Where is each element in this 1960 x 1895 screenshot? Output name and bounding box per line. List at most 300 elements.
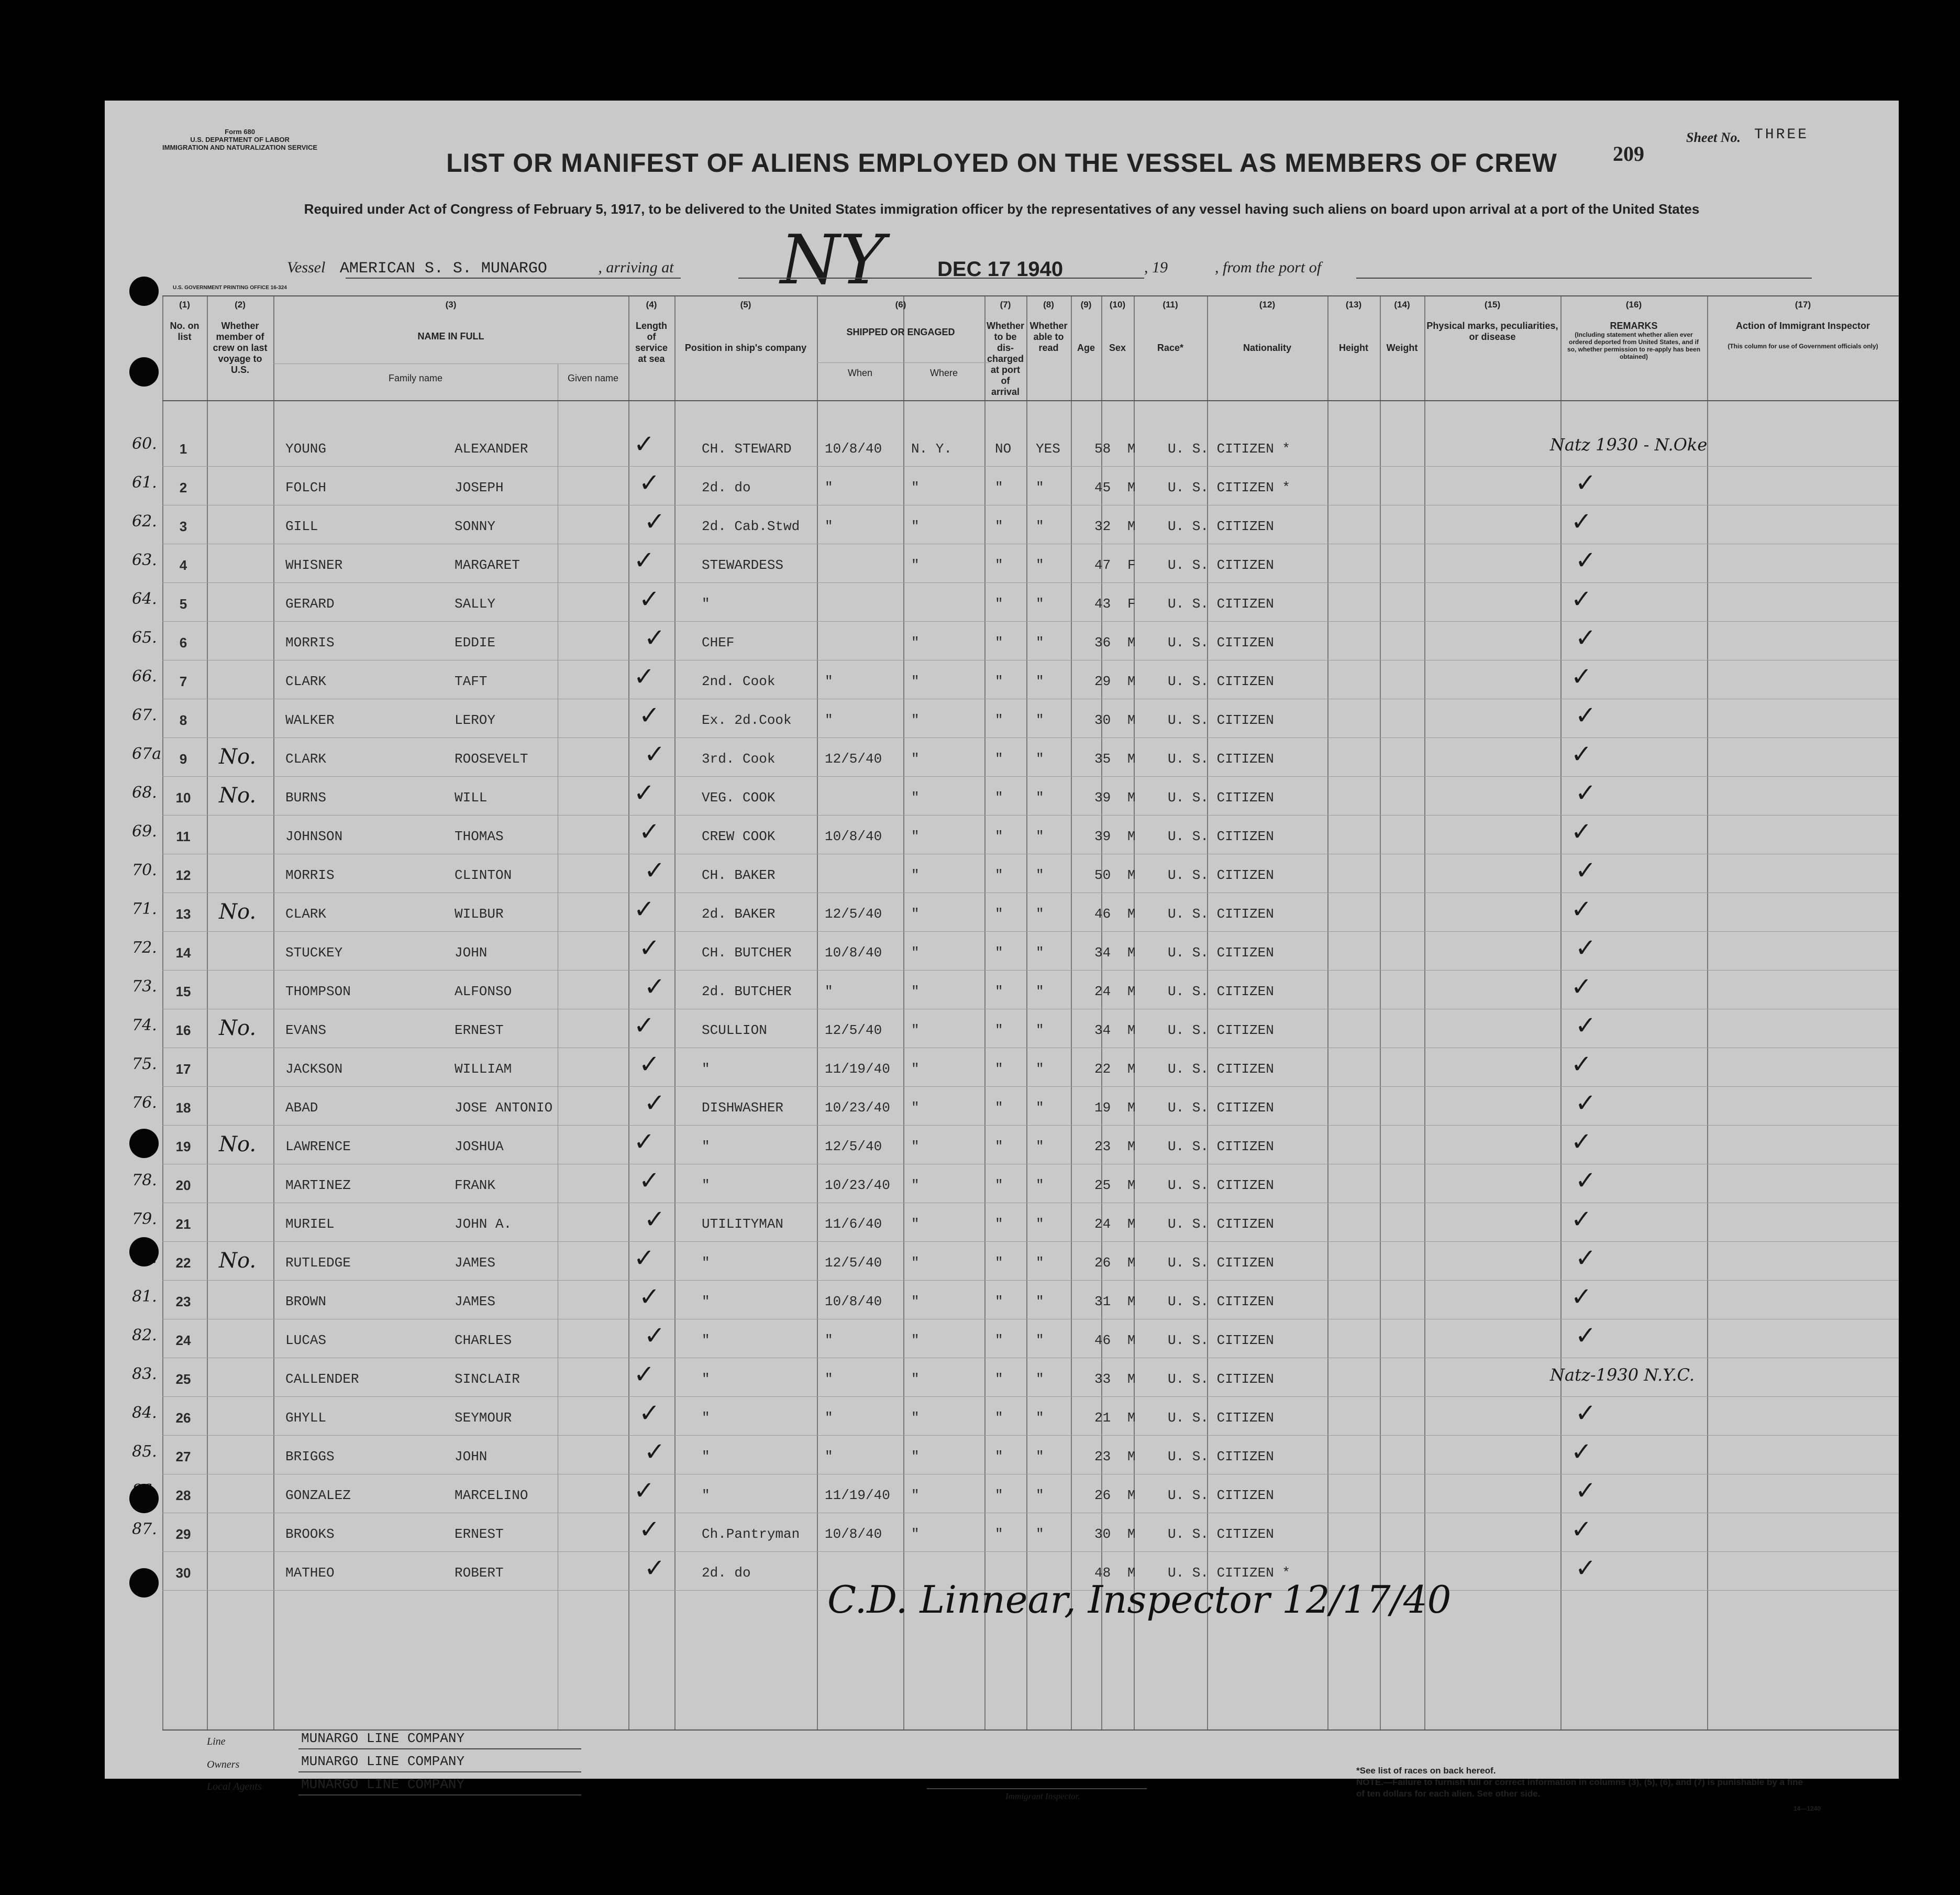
column-divider <box>817 295 818 1729</box>
service-check: ✓ <box>634 662 655 691</box>
sex: M <box>1127 1216 1136 1232</box>
sex: M <box>1127 829 1136 844</box>
remarks-check: ✓ <box>1575 933 1597 963</box>
nationality: U. S. CITIZEN <box>1168 1216 1274 1232</box>
able-to-read: " <box>1036 712 1044 728</box>
row-margin-number: 76. <box>132 1094 157 1112</box>
position: " <box>702 1061 710 1077</box>
able-to-read: " <box>1036 480 1044 495</box>
remarks-check: ✓ <box>1571 817 1592 846</box>
given-name: JOSHUA <box>455 1139 504 1154</box>
vessel-underline <box>346 278 681 279</box>
remarks-check: ✓ <box>1575 856 1597 885</box>
row-number: 13 <box>175 906 191 922</box>
discharged-value: " <box>995 945 1003 961</box>
given-name: CHARLES <box>455 1332 512 1348</box>
shipped-when: 11/6/40 <box>825 1216 882 1232</box>
position: SCULLION <box>702 1022 767 1038</box>
row-margin-number: 81. <box>132 1287 157 1306</box>
remarks-check: ✓ <box>1575 701 1597 730</box>
given-name: ALFONSO <box>455 984 512 999</box>
able-to-read: " <box>1036 1100 1044 1116</box>
position: DISHWASHER <box>702 1100 784 1116</box>
discharged-value: " <box>995 1216 1003 1232</box>
sex: M <box>1127 1410 1136 1426</box>
line-label: Line <box>207 1736 226 1747</box>
remarks-check: ✓ <box>1575 1166 1597 1195</box>
row-margin-number: 66. <box>132 667 157 686</box>
discharged-value: " <box>995 596 1003 612</box>
column-header: Whether to be dis-charged at port of arrival <box>987 321 1024 397</box>
able-to-read: " <box>1036 1294 1044 1309</box>
last-voyage-value: No. <box>219 1249 257 1273</box>
page-number: 209 <box>1613 142 1644 166</box>
family-name: WALKER <box>285 712 335 728</box>
shipped-where: " <box>911 557 920 573</box>
position: " <box>702 1294 710 1309</box>
given-name: ERNEST <box>455 1022 504 1038</box>
shipped-where: " <box>911 480 920 495</box>
service-check: ✓ <box>639 468 660 498</box>
shipped-when: 12/5/40 <box>825 751 882 767</box>
service-check: ✓ <box>639 1282 660 1312</box>
row-number: 25 <box>175 1371 191 1387</box>
discharged-value: " <box>995 829 1003 844</box>
service-check: ✓ <box>634 1360 655 1389</box>
column-divider <box>1707 295 1708 1729</box>
age: 30 <box>1094 712 1111 728</box>
given-name: JAMES <box>455 1255 496 1271</box>
able-to-read: " <box>1036 1139 1044 1154</box>
column-number: (6) <box>895 300 906 310</box>
family-name: FOLCH <box>285 480 327 495</box>
position: " <box>702 1332 710 1348</box>
discharged-value: " <box>995 984 1003 999</box>
row-margin-number: 63. <box>132 551 157 569</box>
age: 30 <box>1094 1526 1111 1542</box>
column-number: (17) <box>1795 300 1811 310</box>
row-margin-number: 83. <box>132 1365 157 1383</box>
remarks-check: ✓ <box>1571 972 1592 1001</box>
family-name: GONZALEZ <box>285 1488 351 1503</box>
sex: M <box>1127 790 1136 806</box>
age: 58 <box>1094 441 1111 457</box>
shipped-split-rule <box>817 362 990 363</box>
column-subheader: Where <box>929 368 958 378</box>
sex: F <box>1127 596 1136 612</box>
given-name: JOHN A. <box>455 1216 512 1232</box>
row-number: 23 <box>175 1294 191 1309</box>
age: 21 <box>1094 1410 1111 1426</box>
family-name: CLARK <box>285 906 327 922</box>
shipped-when: 12/5/40 <box>825 1255 882 1271</box>
row-rule <box>162 1551 1899 1552</box>
date-underline <box>937 278 1144 279</box>
position: 2nd. Cook <box>702 674 776 689</box>
able-to-read: " <box>1036 1216 1044 1232</box>
shipped-where: " <box>911 751 920 767</box>
row-number: 29 <box>175 1526 191 1542</box>
column-header: Height <box>1339 343 1368 353</box>
nationality: U. S. CITIZEN <box>1168 1526 1274 1542</box>
discharged-value: " <box>995 790 1003 806</box>
discharged-value: NO <box>995 441 1012 457</box>
service-check: ✓ <box>634 546 655 575</box>
able-to-read: " <box>1036 751 1044 767</box>
discharged-value: " <box>995 1061 1003 1077</box>
given-name: SONNY <box>455 519 496 534</box>
position: " <box>702 596 710 612</box>
form-number: Form 680 <box>225 128 255 136</box>
age: 47 <box>1094 557 1111 573</box>
age: 39 <box>1094 790 1111 806</box>
shipped-when: 12/5/40 <box>825 1022 882 1038</box>
row-rule <box>162 970 1899 971</box>
nationality: U. S. CITIZEN <box>1168 829 1274 844</box>
family-name: GERARD <box>285 596 335 612</box>
nationality: U. S. CITIZEN <box>1168 1294 1274 1309</box>
sex: M <box>1127 480 1136 495</box>
shipped-where: " <box>911 1488 920 1503</box>
last-voyage-value: No. <box>219 900 257 924</box>
remarks-check: ✓ <box>1571 1282 1592 1312</box>
given-name: JOHN <box>455 945 488 961</box>
position: " <box>702 1255 710 1271</box>
able-to-read: " <box>1036 557 1044 573</box>
column-header: REMARKS <box>1610 321 1658 331</box>
from-port-underline <box>1356 278 1812 279</box>
able-to-read: " <box>1036 596 1044 612</box>
position: Ex. 2d.Cook <box>702 712 792 728</box>
service-check: ✓ <box>644 972 666 1001</box>
family-name: EVANS <box>285 1022 327 1038</box>
row-margin-number: 71. <box>132 900 157 918</box>
remarks-check: ✓ <box>1575 1476 1597 1505</box>
discharged-value: " <box>995 1410 1003 1426</box>
row-rule <box>162 1241 1899 1242</box>
sex: M <box>1127 1565 1136 1581</box>
remarks-check: ✓ <box>1575 546 1597 575</box>
given-name: JOHN <box>455 1449 488 1464</box>
family-name: MARTINEZ <box>285 1177 351 1193</box>
service-check: ✓ <box>644 856 666 885</box>
shipped-when: 12/5/40 <box>825 1139 882 1154</box>
position: STEWARDESS <box>702 557 784 573</box>
line-value: MUNARGO LINE COMPANY <box>301 1731 465 1746</box>
position: UTILITYMAN <box>702 1216 784 1232</box>
binder-hole <box>129 357 159 387</box>
given-name: EDDIE <box>455 635 496 651</box>
discharged-value: " <box>995 519 1003 534</box>
races-note: *See list of races on back hereof. <box>1356 1766 1496 1776</box>
remarks-check: ✓ <box>1571 740 1592 769</box>
discharged-value: " <box>995 1488 1003 1503</box>
column-header: Race* <box>1157 343 1184 353</box>
nationality: U. S. CITIZEN <box>1168 945 1274 961</box>
binder-hole <box>129 1129 159 1158</box>
column-number: (4) <box>646 300 657 310</box>
discharged-value: " <box>995 751 1003 767</box>
sex: M <box>1127 1022 1136 1038</box>
discharged-value: " <box>995 480 1003 495</box>
row-number: 24 <box>175 1332 191 1348</box>
discharged-value: " <box>995 1526 1003 1542</box>
given-name: JAMES <box>455 1294 496 1309</box>
sex: M <box>1127 1488 1136 1503</box>
able-to-read: " <box>1036 1177 1044 1193</box>
sex: M <box>1127 1100 1136 1116</box>
discharged-value: " <box>995 635 1003 651</box>
age: 34 <box>1094 1022 1111 1038</box>
row-margin-number: 65. <box>132 629 157 647</box>
row-number: 15 <box>175 984 191 999</box>
shipped-when: " <box>825 519 833 534</box>
row-number: 16 <box>175 1022 191 1038</box>
row-number: 5 <box>179 596 187 612</box>
discharged-value: " <box>995 1100 1003 1116</box>
sheet-label: Sheet No. <box>1686 130 1741 145</box>
position: " <box>702 1410 710 1426</box>
row-rule <box>162 1086 1899 1087</box>
sex: M <box>1127 867 1136 883</box>
age: 26 <box>1094 1255 1111 1271</box>
binder-hole <box>129 1568 159 1597</box>
family-name: MURIEL <box>285 1216 335 1232</box>
able-to-read: " <box>1036 1526 1044 1542</box>
row-number: 22 <box>175 1255 191 1271</box>
shipped-when: 12/5/40 <box>825 906 882 922</box>
column-number: (16) <box>1625 300 1642 310</box>
position: Ch.Pantryman <box>702 1526 800 1542</box>
row-margin-number: 74. <box>132 1016 157 1034</box>
able-to-read: " <box>1036 674 1044 689</box>
column-number: (10) <box>1109 300 1126 310</box>
column-divider <box>1207 295 1208 1729</box>
column-header: Weight <box>1386 343 1418 353</box>
family-name: JOHNSON <box>285 829 343 844</box>
row-margin-number: 67a <box>132 745 162 763</box>
sex: M <box>1127 519 1136 534</box>
remarks-check: ✓ <box>1575 778 1597 808</box>
sheet-value: THREE <box>1754 127 1809 143</box>
family-name: GHYLL <box>285 1410 327 1426</box>
remarks-note: Natz 1930 - N.Oke <box>1550 435 1708 455</box>
given-name: FRANK <box>455 1177 496 1193</box>
remarks-note: Natz-1930 N.Y.C. <box>1550 1365 1695 1385</box>
discharged-value: " <box>995 557 1003 573</box>
remarks-check: ✓ <box>1575 468 1597 498</box>
vessel-label: Vessel <box>287 259 326 276</box>
sex: M <box>1127 1139 1136 1154</box>
row-margin-number: 64. <box>132 590 157 608</box>
age: 22 <box>1094 1061 1111 1077</box>
sex: M <box>1127 1449 1136 1464</box>
nationality: U. S. CITIZEN <box>1168 751 1274 767</box>
shipped-where: " <box>911 712 920 728</box>
age: 48 <box>1094 1565 1111 1581</box>
shipped-where: " <box>911 1255 920 1271</box>
given-name: TAFT <box>455 674 488 689</box>
age: 32 <box>1094 519 1111 534</box>
column-divider <box>273 295 274 1729</box>
form-code: 14—1240 <box>1793 1805 1821 1812</box>
family-name: CLARK <box>285 751 327 767</box>
row-rule <box>162 621 1899 622</box>
column-divider <box>1071 295 1072 1729</box>
row-rule <box>162 1435 1899 1436</box>
last-voyage-value: No. <box>219 1016 257 1040</box>
discharged-value: " <box>995 1255 1003 1271</box>
service-check: ✓ <box>644 507 666 536</box>
row-margin-number: 60. <box>132 435 157 453</box>
given-name: SALLY <box>455 596 496 612</box>
column-number: (1) <box>179 300 190 310</box>
row-number: 20 <box>175 1177 191 1193</box>
discharged-value: " <box>995 674 1003 689</box>
shipped-where: " <box>911 1526 920 1542</box>
sex: M <box>1127 1371 1136 1387</box>
given-name: ROOSEVELT <box>455 751 528 767</box>
nationality: U. S. CITIZEN <box>1168 1177 1274 1193</box>
shipped-where: " <box>911 829 920 844</box>
column-header: Nationality <box>1243 343 1291 353</box>
family-name: MATHEO <box>285 1565 335 1581</box>
nationality: U. S. CITIZEN <box>1168 635 1274 651</box>
column-header: Whether able to read <box>1029 321 1068 353</box>
row-margin-number: 79. <box>132 1210 157 1228</box>
shipped-when: 11/19/40 <box>825 1061 890 1077</box>
sex: M <box>1127 674 1136 689</box>
row-number: 19 <box>175 1139 191 1154</box>
remarks-check: ✓ <box>1575 1088 1597 1118</box>
nationality: U. S. CITIZEN <box>1168 519 1274 534</box>
shipped-when: 10/8/40 <box>825 1526 882 1542</box>
row-number: 3 <box>179 519 187 534</box>
age: 45 <box>1094 480 1111 495</box>
row-number: 17 <box>175 1061 191 1077</box>
age: 24 <box>1094 984 1111 999</box>
row-number: 8 <box>179 712 187 728</box>
service-check: ✓ <box>634 1011 655 1040</box>
sex: M <box>1127 984 1136 999</box>
row-margin-number: 62. <box>132 512 157 531</box>
nationality: U. S. CITIZEN <box>1168 1022 1274 1038</box>
able-to-read: " <box>1036 1488 1044 1503</box>
column-number: (9) <box>1080 300 1092 310</box>
service-check: ✓ <box>639 933 660 963</box>
age: 25 <box>1094 1177 1111 1193</box>
discharged-value: " <box>995 906 1003 922</box>
discharged-value: " <box>995 1371 1003 1387</box>
age: 34 <box>1094 945 1111 961</box>
column-header: Action of Immigrant Inspector <box>1735 321 1870 331</box>
line-underline <box>298 1748 581 1749</box>
shipped-when: 10/23/40 <box>825 1177 890 1193</box>
able-to-read: " <box>1036 984 1044 999</box>
nationality: U. S. CITIZEN <box>1168 1061 1274 1077</box>
service-check: ✓ <box>634 1243 655 1273</box>
shipped-where: " <box>911 1294 920 1309</box>
remarks-check: ✓ <box>1575 1011 1597 1040</box>
position: 2d. do <box>702 480 751 495</box>
age: 46 <box>1094 1332 1111 1348</box>
able-to-read: " <box>1036 945 1044 961</box>
position: 2d. do <box>702 1565 751 1581</box>
row-number: 14 <box>175 945 191 961</box>
family-name: BURNS <box>285 790 327 806</box>
sex: M <box>1127 1294 1136 1309</box>
able-to-read: " <box>1036 1371 1044 1387</box>
row-rule <box>162 1125 1899 1126</box>
age: 50 <box>1094 867 1111 883</box>
row-number: 11 <box>176 829 191 844</box>
header-bottom-rule <box>162 400 1899 401</box>
position: " <box>702 1371 710 1387</box>
position: " <box>702 1449 710 1464</box>
shipped-when: " <box>825 712 833 728</box>
able-to-read: YES <box>1036 441 1060 457</box>
owners-value: MUNARGO LINE COMPANY <box>301 1754 465 1769</box>
able-to-read: " <box>1036 519 1044 534</box>
family-name: YOUNG <box>285 441 327 457</box>
position: " <box>702 1139 710 1154</box>
service-check: ✓ <box>639 1166 660 1195</box>
column-header: Sex <box>1109 343 1126 353</box>
owners-underline <box>298 1771 581 1772</box>
page-title: LIST OR MANIFEST OF ALIENS EMPLOYED ON THE VESSEL AS MEMBERS OF CREW <box>446 148 1557 178</box>
row-margin-number: 87. <box>132 1520 157 1538</box>
given-name: CLINTON <box>455 867 512 883</box>
age: 19 <box>1094 1100 1111 1116</box>
row-margin-number: 85. <box>132 1442 157 1461</box>
name-split-rule <box>273 363 628 364</box>
column-number: (12) <box>1259 300 1276 310</box>
remarks-check: ✓ <box>1571 895 1592 924</box>
position: VEG. COOK <box>702 790 776 806</box>
inspector-label: Immigrant Inspector. <box>1005 1791 1080 1801</box>
owners-label: Owners <box>207 1759 240 1770</box>
arrival-date-stamp: DEC 17 1940 <box>937 258 1064 281</box>
shipped-where: " <box>911 867 920 883</box>
arriving-at-value: NY <box>780 220 885 300</box>
given-name: WILLIAM <box>455 1061 512 1077</box>
sex: M <box>1127 1526 1136 1542</box>
from-port-label: , from the port of <box>1215 259 1322 276</box>
row-margin-number: 67. <box>132 706 157 724</box>
position: 2d. BUTCHER <box>702 984 792 999</box>
given-name: MARCELINO <box>455 1488 528 1503</box>
row-margin-number: 78. <box>132 1171 157 1189</box>
family-name: STUCKEY <box>285 945 343 961</box>
row-number: 21 <box>175 1216 191 1232</box>
column-header: Age <box>1077 343 1095 353</box>
remarks-check: ✓ <box>1575 1243 1597 1273</box>
position: 2d. BAKER <box>702 906 776 922</box>
row-rule <box>162 737 1899 738</box>
row-rule <box>162 582 1899 583</box>
shipped-where: " <box>911 1100 920 1116</box>
row-number: 6 <box>179 635 187 651</box>
service: IMMIGRATION AND NATURALIZATION SERVICE <box>162 144 318 151</box>
shipped-where: " <box>911 1410 920 1426</box>
age: 36 <box>1094 635 1111 651</box>
column-divider <box>1424 295 1425 1729</box>
shipped-where: " <box>911 945 920 961</box>
shipped-when: " <box>825 1449 833 1464</box>
row-number: 28 <box>175 1488 191 1503</box>
position: CHEF <box>702 635 735 651</box>
arriving-underline <box>738 278 937 279</box>
